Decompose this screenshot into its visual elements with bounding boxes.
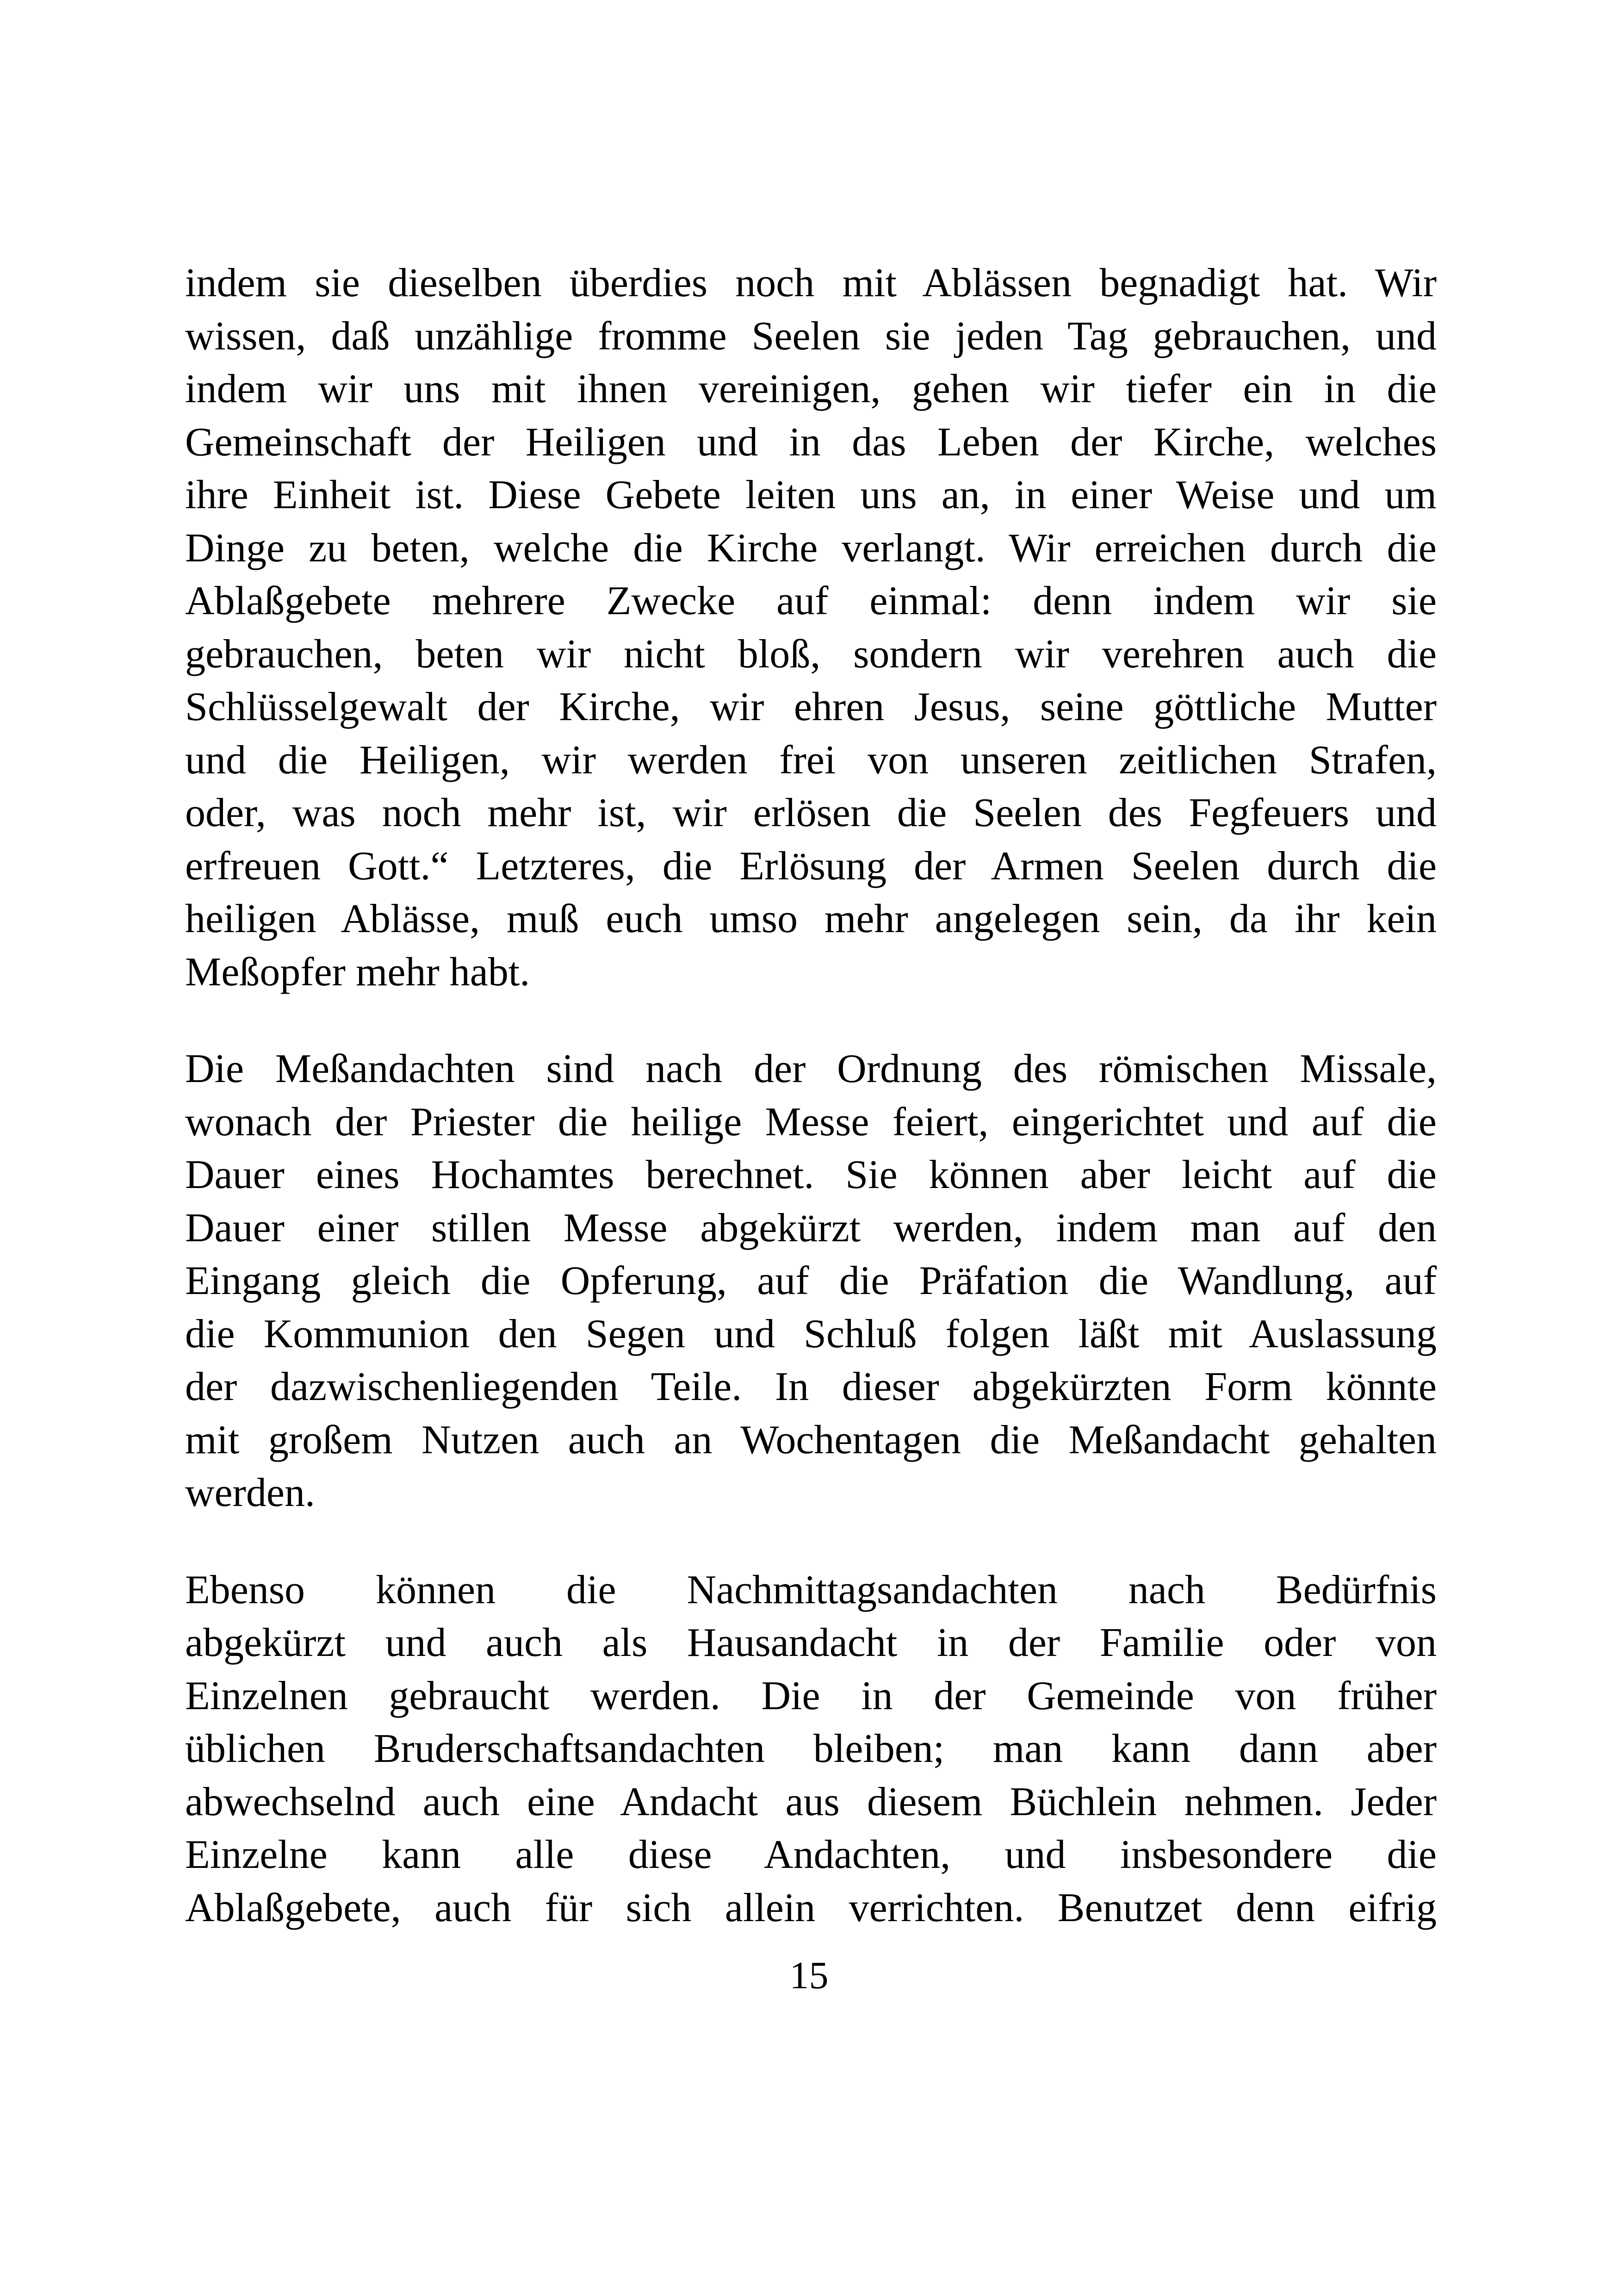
text-line: Meßopfer mehr habt.: [185, 949, 530, 995]
text-line: Die Meßandachten sind nach der Ordnung des römischen Missale,: [185, 1046, 1437, 1091]
text-line: werden.: [185, 1470, 315, 1515]
text-line: gebrauchen, beten wir nicht bloß, sondern wir verehren auch die: [185, 631, 1437, 677]
text-line: Eingang gleich die Opferung, auf die Präfation die Wandlung, auf: [185, 1258, 1437, 1303]
text-line: ihre Einheit ist. Diese Gebete leiten uns an, in einer Weise und um: [185, 473, 1437, 517]
text-line: indem wir uns mit ihnen vereinigen, gehen wir tiefer ein in die: [185, 367, 1437, 411]
text-line: Ablaßgebete, auch für sich allein verrichten. Benutzet denn eifrig: [185, 1885, 1437, 1930]
text-line: mit großem Nutzen auch an Wochentagen die Meßandacht gehalten: [185, 1417, 1437, 1462]
text-line: abgekürzt und auch als Hausandacht in der Familie oder von: [185, 1620, 1437, 1665]
text-line: Dauer eines Hochamtes berechnet. Sie können aber leicht auf die: [185, 1152, 1437, 1197]
text-line: indem sie dieselben überdies noch mit Ablässen begnadigt hat. Wir: [185, 261, 1437, 305]
text-line: üblichen Bruderschaftsandachten bleiben; man kann dann aber: [185, 1726, 1437, 1771]
text-line: der dazwischenliegenden Teile. In dieser abgekürzten Form könnte: [185, 1364, 1437, 1409]
paragraph-2: [185, 1043, 1437, 1520]
text-line: abwechselnd auch eine Andacht aus diesem Büchlein nehmen. Jeder: [185, 1779, 1437, 1824]
paragraph-1: [185, 257, 1437, 999]
text-line: Gemeinschaft der Heiligen und in das Leben der Kirche, welches: [185, 419, 1437, 465]
text-line: wonach der Priester die heilige Messe feiert, eingerichtet und auf die: [185, 1099, 1437, 1145]
text-line: Dinge zu beten, welche die Kirche verlangt. Wir erreichen durch die: [185, 525, 1437, 571]
text-line: Ablaßgebete mehrere Zwecke auf einmal: denn indem wir sie: [185, 579, 1437, 623]
text-line: Einzelnen gebraucht werden. Die in der Gemeinde von früher: [185, 1673, 1437, 1718]
text-line: wissen, daß unzählige fromme Seelen sie jeden Tag gebrauchen, und: [185, 313, 1437, 359]
text-line: Ebenso können die Nachmittagsandachten nach Bedürfnis: [185, 1567, 1437, 1612]
paragraph-3: [185, 1564, 1437, 1935]
page-number: 15: [789, 1954, 829, 1997]
page-body: [185, 257, 1437, 1935]
text-line: Schlüsselgewalt der Kirche, wir ehren Jesus, seine göttliche Mutter: [185, 684, 1437, 729]
text-line: oder, was noch mehr ist, wir erlösen die Seelen des Fegfeuers und: [185, 790, 1437, 835]
text-line: erfreuen Gott.“ Letzteres, die Erlösung der Armen Seelen durch die: [185, 843, 1437, 889]
text-line: heiligen Ablässe, muß euch umso mehr angelegen sein, da ihr kein: [185, 896, 1437, 941]
text-line: die Kommunion den Segen und Schluß folgen läßt mit Auslassung: [185, 1311, 1437, 1356]
text-line: Dauer einer stillen Messe abgekürzt werden, indem man auf den: [185, 1205, 1437, 1251]
text-line: Einzelne kann alle diese Andachten, und insbesondere die: [185, 1832, 1437, 1877]
text-line: und die Heiligen, wir werden frei von unseren zeitlichen Strafen,: [185, 737, 1437, 783]
